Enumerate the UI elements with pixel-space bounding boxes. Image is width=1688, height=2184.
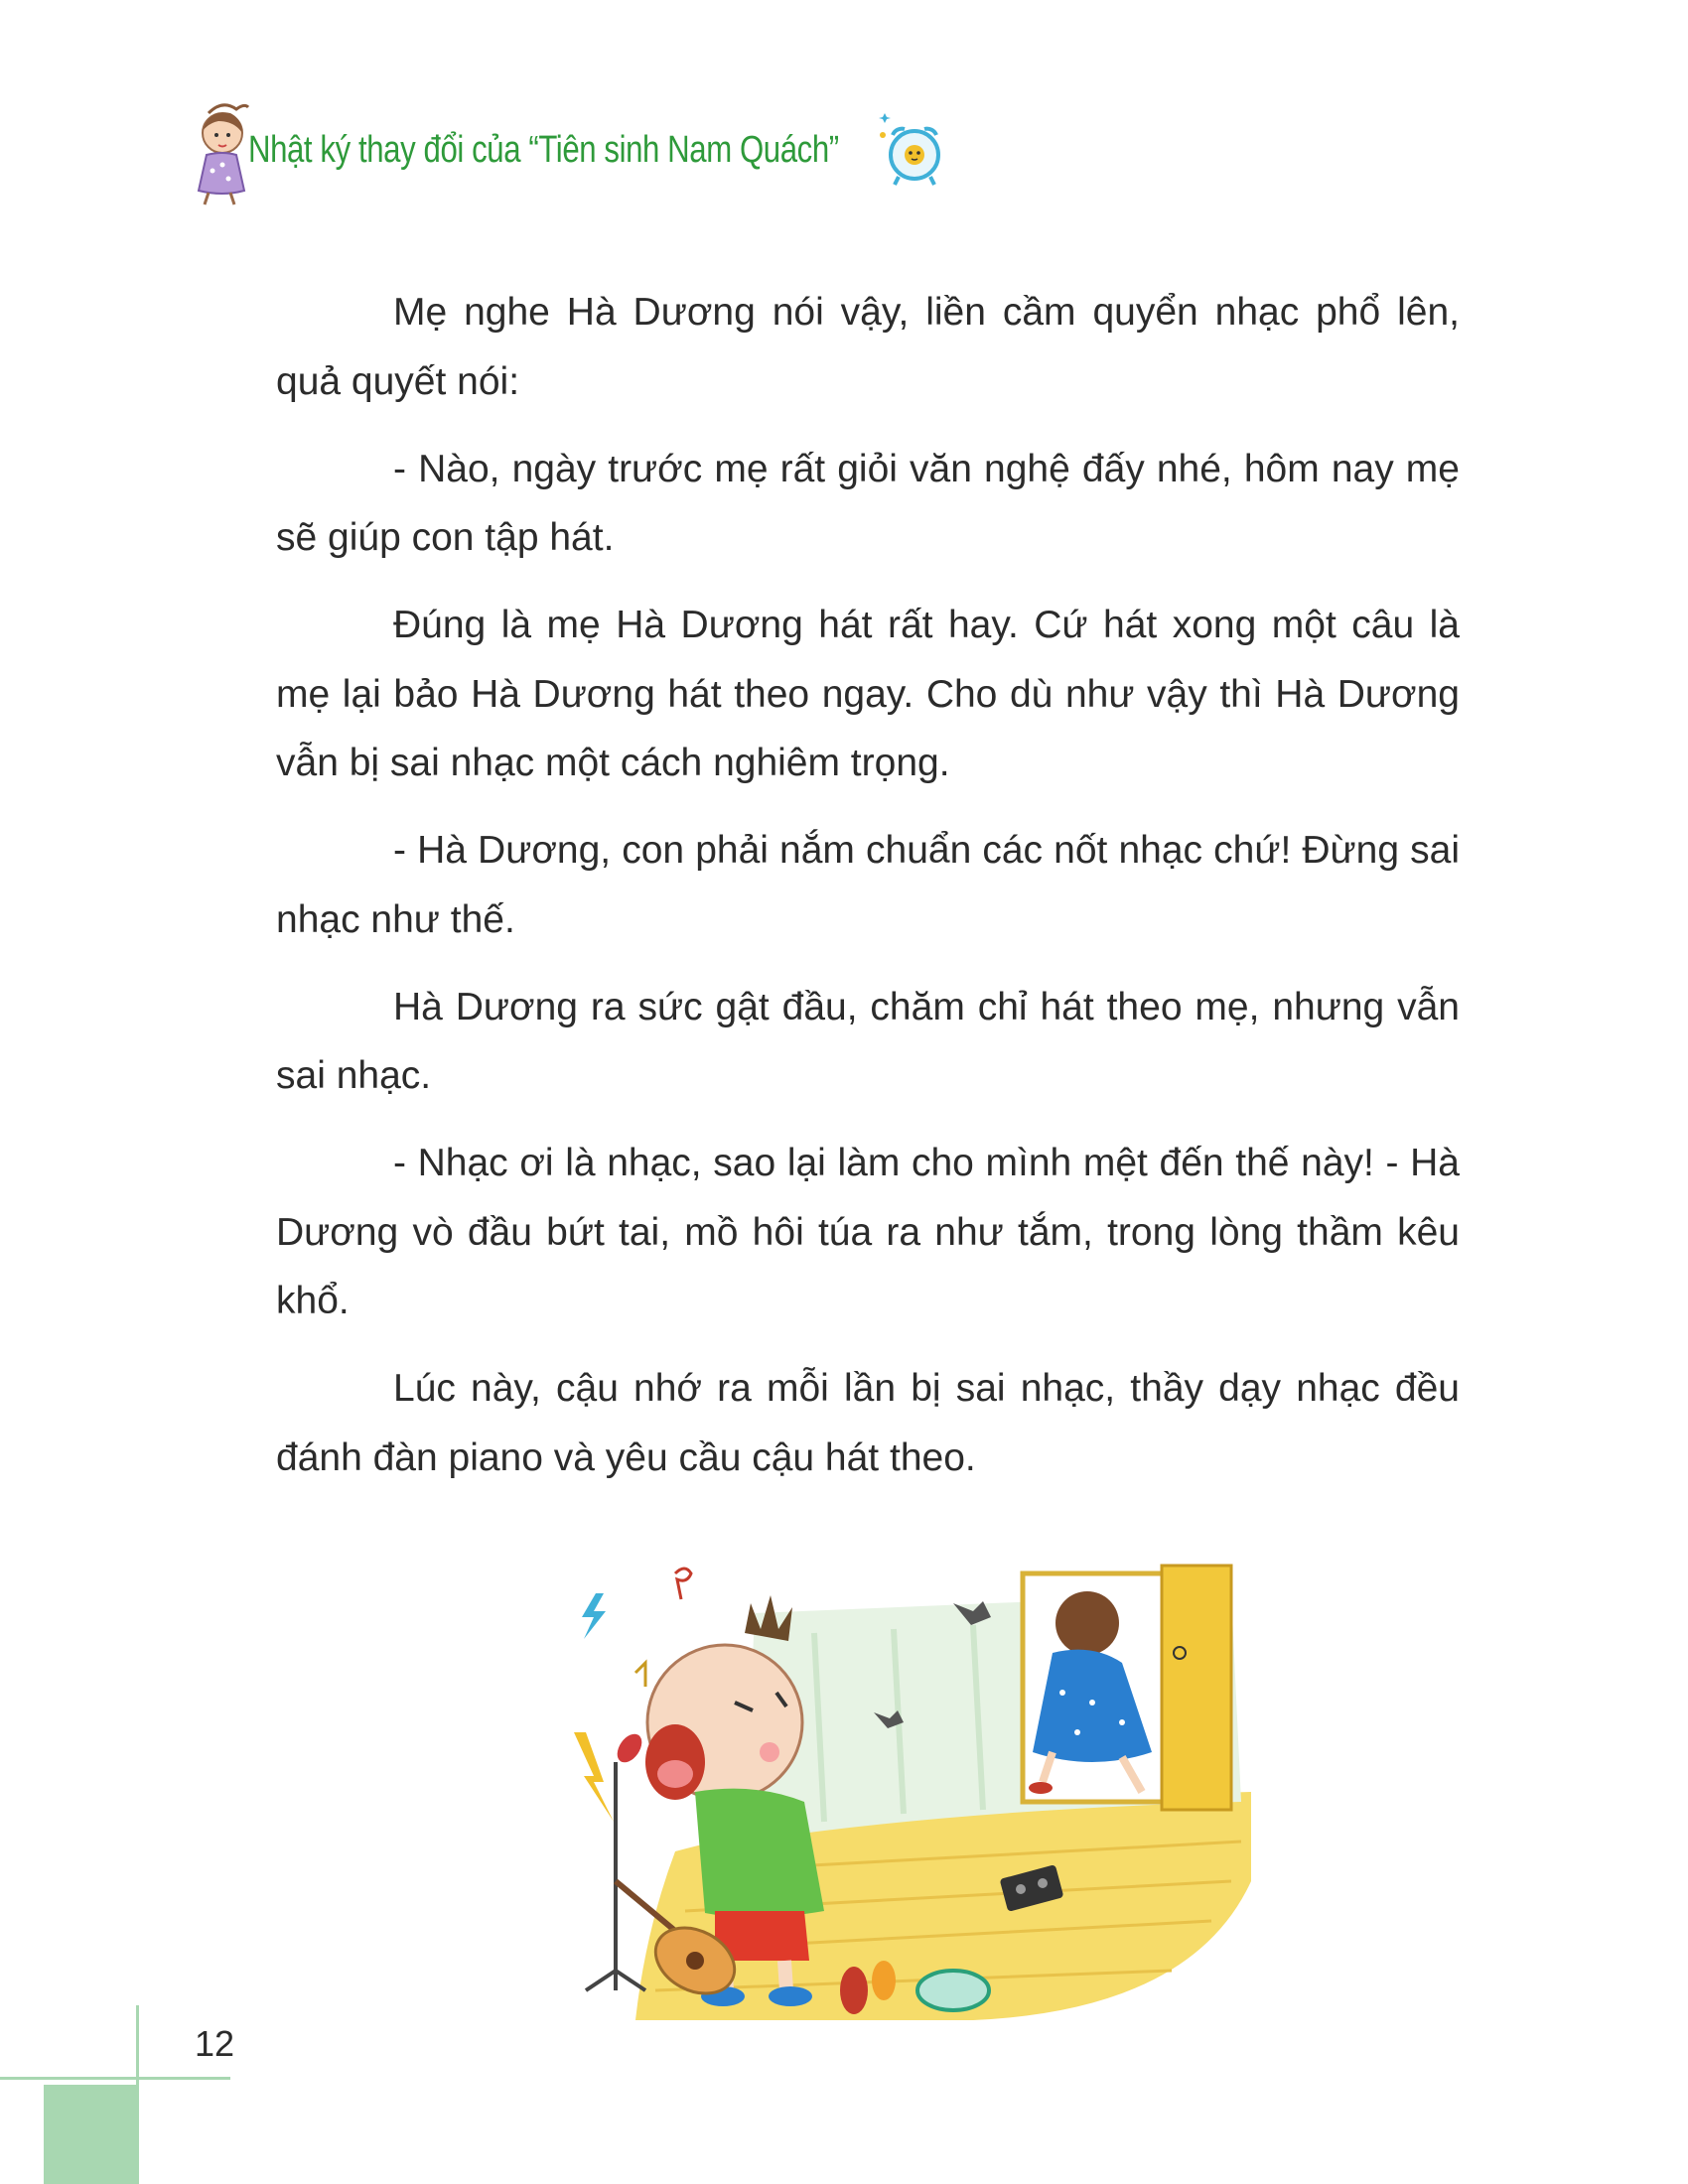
girl-character-icon (179, 99, 258, 208)
paragraph-6: - Nhạc ơi là nhạc, sao lại làm cho mình mệt đến thế này! - Hà Dương vò đầu bứt tai, mồ hôi túa ra như tắm, trong lòng thầm kêu khổ. (276, 1142, 1460, 1322)
story-text (276, 278, 1460, 1511)
paragraph-3: Đúng là mẹ Hà Dương hát rất hay. Cứ hát xong một câu là mẹ lại bảo Hà Dương hát theo ngay. Cho dù như vậy thì Hà Dương vẫn bị sai nhạc một cách nghiêm trọng. (276, 604, 1460, 784)
paragraph-5: Hà Dương ra sức gật đầu, chăm chỉ hát theo mẹ, nhưng vẫn sai nhạc. (276, 985, 1460, 1097)
corner-decoration-block (44, 2085, 139, 2184)
corner-decoration-line (0, 2077, 230, 2080)
alarm-clock-icon (869, 111, 948, 191)
paragraph-1: Mẹ nghe Hà Dương nói vậy, liền cầm quyển nhạc phổ lên, quả quyết nói: (276, 291, 1460, 403)
page-header (179, 99, 973, 208)
story-illustration (556, 1554, 1271, 2030)
paragraph-4: - Hà Dương, con phải nắm chuẩn các nốt nhạc chứ! Đừng sai nhạc như thế. (276, 829, 1460, 941)
paragraph-7: Lúc này, cậu nhớ ra mỗi lần bị sai nhạc, thầy dạy nhạc đều đánh đàn piano và yêu cầu cậu hát theo. (276, 1367, 1460, 1479)
page-number: 12 (195, 2023, 235, 2064)
paragraph-2: - Nào, ngày trước mẹ rất giỏi văn nghệ đấy nhé, hôm nay mẹ sẽ giúp con tập hát. (276, 447, 1460, 559)
header-title: Nhật ký thay đổi của “Tiên sinh Nam Quách” (248, 129, 839, 171)
